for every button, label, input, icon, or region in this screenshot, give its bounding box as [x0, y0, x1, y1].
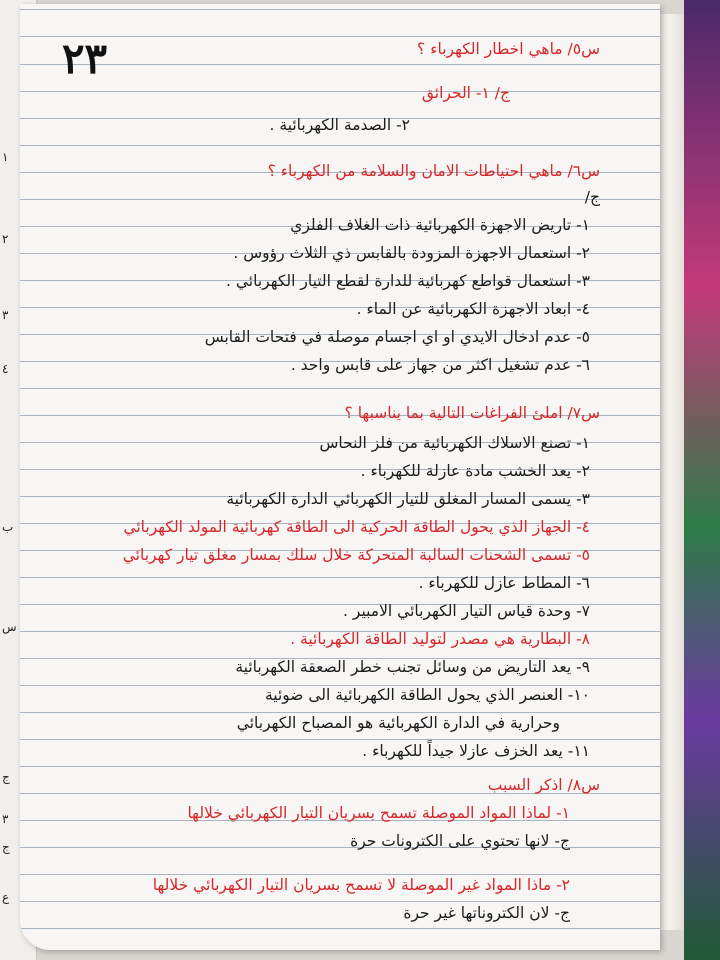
left-margin-mark: ع — [2, 890, 10, 904]
note-line: س٥/ ماهي اخطار الكهرباء ؟ — [417, 40, 600, 58]
note-line: س٧/ املئ الفراغات التالية بما يناسبها ؟ — [344, 404, 600, 422]
note-line: ٦- عدم تشغيل اكثر من جهاز على قابس واحد . — [290, 356, 590, 374]
note-line: ٧- وحدة قياس التيار الكهربائي الامبير . — [343, 602, 590, 620]
note-line: ٤- ابعاد الاجهزة الكهربائية عن الماء . — [356, 300, 590, 318]
left-margin-mark: س — [2, 620, 17, 634]
note-line: ٨- البطارية هي مصدر لتوليد الطاقة الكهربائية . — [290, 630, 590, 648]
note-line: س٨/ اذكر السبب — [487, 776, 600, 794]
page-stack-edge — [660, 14, 685, 930]
left-margin-mark: ٢ — [2, 232, 9, 246]
left-margin-mark: ج — [2, 840, 10, 854]
note-line: ٥- عدم ادخال الايدي او اي اجسام موصلة في فتحات القابس — [204, 328, 590, 346]
note-line: ١- تاريض الاجهزة الكهربائية ذات الغلاف الفلزي — [290, 216, 590, 234]
left-margin-mark: ٤ — [2, 362, 9, 376]
note-line: وحرارية في الدارة الكهربائية هو المصباح الكهربائي — [236, 714, 560, 732]
note-line: ٦- المطاط عازل للكهرباء . — [418, 574, 590, 592]
note-line: س٦/ ماهي احتياطات الامان والسلامة من الكهرباء ؟ — [267, 162, 600, 180]
note-line: ج/ — [584, 188, 600, 206]
note-line: ١٠- العنصر الذي يحول الطاقة الكهربائية الى ضوئية — [264, 686, 590, 704]
note-line: ج/ ١- الحرائق — [421, 84, 510, 102]
left-margin-mark: ١ — [2, 150, 9, 164]
left-margin-mark: ٣ — [2, 812, 9, 826]
note-line: ٢- استعمال الاجهزة المزودة بالقابس ذي الثلاث رؤوس . — [233, 244, 590, 262]
note-line: ٩- يعد التاريض من وسائل تجنب خطر الصعقة الكهربائية — [235, 658, 590, 676]
left-margin-mark: ب — [2, 520, 14, 534]
note-line: ١- لماذا المواد الموصلة تسمح بسريان التيار الكهربائي خلالها — [187, 804, 570, 822]
note-line: ٢- يعد الخشب مادة عازلة للكهرباء . — [360, 462, 590, 480]
notebook-page — [20, 4, 660, 950]
note-line: ١- تصنع الاسلاك الكهربائية من فلز النحاس — [319, 434, 590, 452]
left-margin-mark: ج — [2, 770, 10, 784]
note-line: ١١- يعد الخزف عازلا جيداً للكهرباء . — [362, 742, 590, 760]
notebook-cover — [684, 0, 720, 960]
note-line: ٣- استعمال قواطع كهربائية للدارة لقطع التيار الكهربائي . — [226, 272, 590, 290]
page-number: ٢٣ — [62, 34, 108, 83]
note-line: ٥- تسمى الشحنات السالبة المتحركة خلال سلك بمسار مغلق تيار كهربائي — [122, 546, 590, 564]
note-line: ٢- ماذا المواد غير الموصلة لا تسمح بسريان التيار الكهربائي خلالها — [152, 876, 570, 894]
note-line: ٣- يسمى المسار المغلق للتيار الكهربائي الدارة الكهربائية — [226, 490, 590, 508]
note-line: ج- لان الكتروناتها غير حرة — [403, 904, 570, 922]
note-line: ج- لانها تحتوي على الكترونات حرة — [350, 832, 570, 850]
note-line: ٢- الصدمة الكهربائية . — [269, 116, 410, 134]
left-margin-mark: ٣ — [2, 308, 9, 322]
note-line: ٤- الجهاز الذي يحول الطاقة الحركية الى الطاقة كهربائية المولد الكهربائي — [123, 518, 590, 536]
